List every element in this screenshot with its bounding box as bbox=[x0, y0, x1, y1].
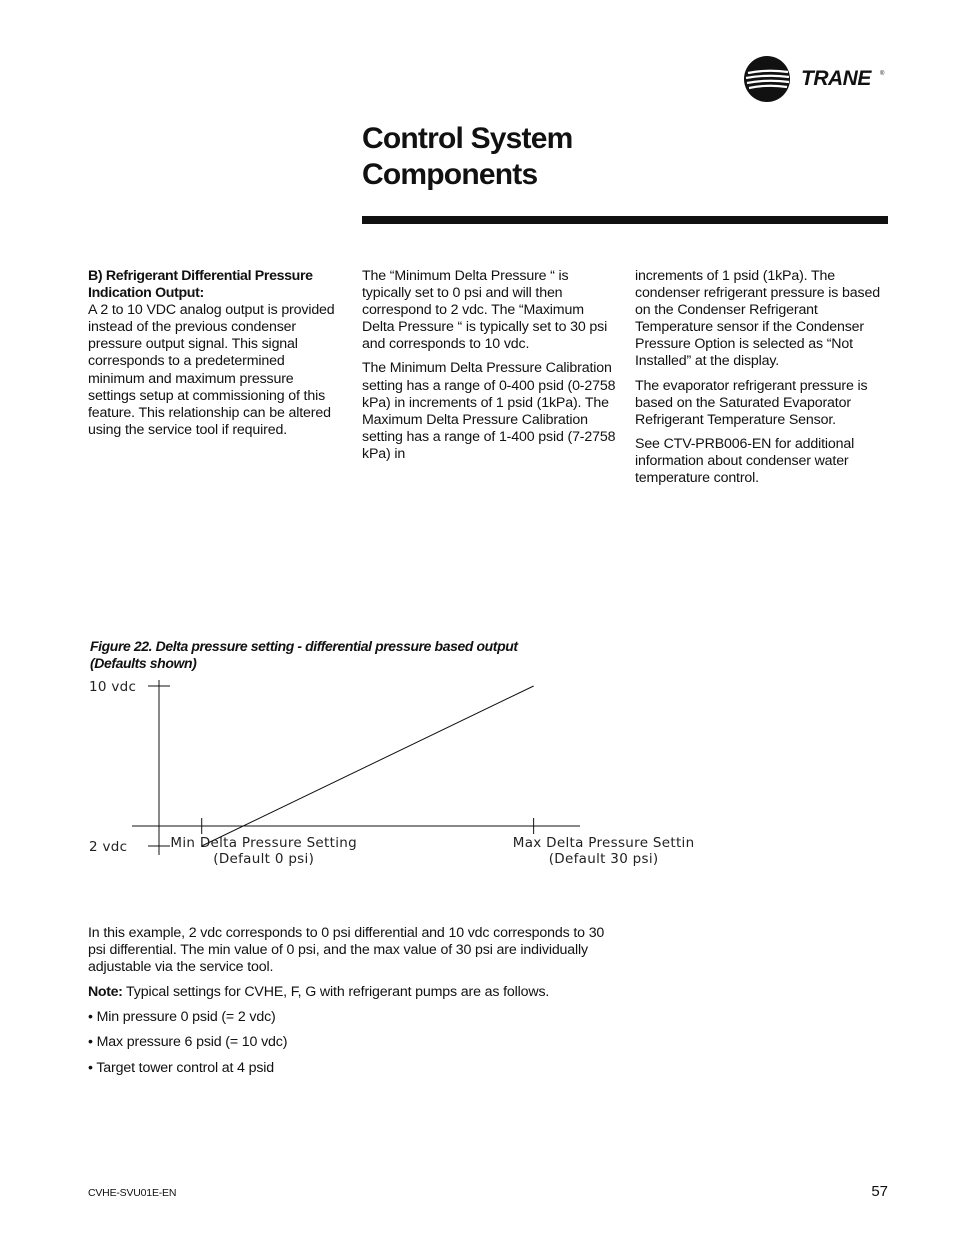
section-heading: B) Refrigerant Differential Pressure Indication Output: bbox=[88, 268, 313, 302]
title-rule bbox=[362, 216, 888, 224]
column-1-text: A 2 to 10 VDC analog output is provided instead of the previous condenser pressure output signal. This signal corresponds to a predetermined minimum and maximum pressure settings setup at commissioning of this feature. This relationship can be altered using the service tool if required. bbox=[88, 302, 335, 438]
column-3 bbox=[635, 268, 893, 494]
explanation-section bbox=[88, 925, 618, 1085]
figure-caption bbox=[90, 638, 610, 672]
column-2 bbox=[362, 268, 618, 470]
document-id: CVHE-SVU01E-EN bbox=[88, 1187, 177, 1199]
column-1 bbox=[88, 268, 340, 446]
delta-pressure-chart bbox=[80, 679, 695, 880]
svg-text:®: ® bbox=[880, 71, 885, 77]
trane-logo bbox=[744, 55, 894, 103]
y-tick-label: 10 vdc bbox=[89, 679, 137, 695]
column-2-paragraph-1: The “Minimum Delta Pressure “ is typically set to 0 psi and will then correspond to 2 vdc. The “Maximum Delta Pressure “ is typically set to 30 psi and corresponds to 10 vdc. bbox=[362, 268, 608, 353]
explanation-paragraph: In this example, 2 vdc corresponds to 0 psi differential and 10 vdc corresponds to 30 psi differential. The min value of 0 psi, and the max value of 30 psi are individually adjustable via the service tool. bbox=[88, 925, 605, 976]
y-tick-label: 2 vdc bbox=[89, 839, 128, 855]
page-title bbox=[362, 121, 573, 193]
bullet-item: • Target tower control at 4 psid bbox=[88, 1059, 275, 1076]
column-3-paragraph-3: See CTV-PRB006-EN for additional information about condenser water temperature control. bbox=[635, 435, 855, 487]
column-2-paragraph-2: The Minimum Delta Pressure Calibration setting has a range of 0-400 psid (0-2758 kPa) in increments of 1 psid (1kPa). The Maximum Delta Pressure Calibration setting has a range of 1-400 psid (7-2758 kPa) in bbox=[362, 360, 616, 462]
x-tick-sublabel: (Default 0 psi) bbox=[213, 851, 315, 867]
x-tick-label: Max Delta Pressure Settin bbox=[512, 835, 695, 851]
note-label: Note: bbox=[88, 984, 123, 1001]
svg-text:TRANE: TRANE bbox=[801, 67, 871, 90]
bullet-item: • Max pressure 6 psid (= 10 vdc) bbox=[88, 1034, 288, 1051]
note-paragraph bbox=[88, 984, 618, 1001]
x-tick-label: Min Delta Pressure Setting bbox=[170, 835, 358, 851]
figure-caption-line1: Figure 22. Delta pressure setting - differential pressure based output bbox=[90, 638, 518, 654]
column-3-paragraph-2: The evaporator refrigerant pressure is based on the Saturated Evaporator Refrigerant Temperature Sensor. bbox=[635, 377, 868, 428]
page-number: 57 bbox=[871, 1183, 888, 1200]
chart-svg bbox=[80, 679, 695, 880]
page-title-line1: Control System bbox=[362, 122, 573, 155]
x-tick-sublabel: (Default 30 psi) bbox=[548, 851, 659, 867]
figure-caption-line2: (Defaults shown) bbox=[90, 655, 197, 671]
series-line bbox=[202, 686, 534, 846]
page-title-line2: Components bbox=[362, 158, 538, 191]
bullet-item: • Min pressure 0 psid (= 2 vdc) bbox=[88, 1009, 276, 1026]
note-text: Typical settings for CVHE, F, G with refrigerant pumps are as follows. bbox=[122, 984, 550, 1001]
column-3-paragraph-1: increments of 1 psid (1kPa). The condenser refrigerant pressure is based on the Condenser Refrigerant Temperature sensor if the Condenser Pressure Option is selected as “Not Installed” at the display. bbox=[635, 268, 880, 370]
